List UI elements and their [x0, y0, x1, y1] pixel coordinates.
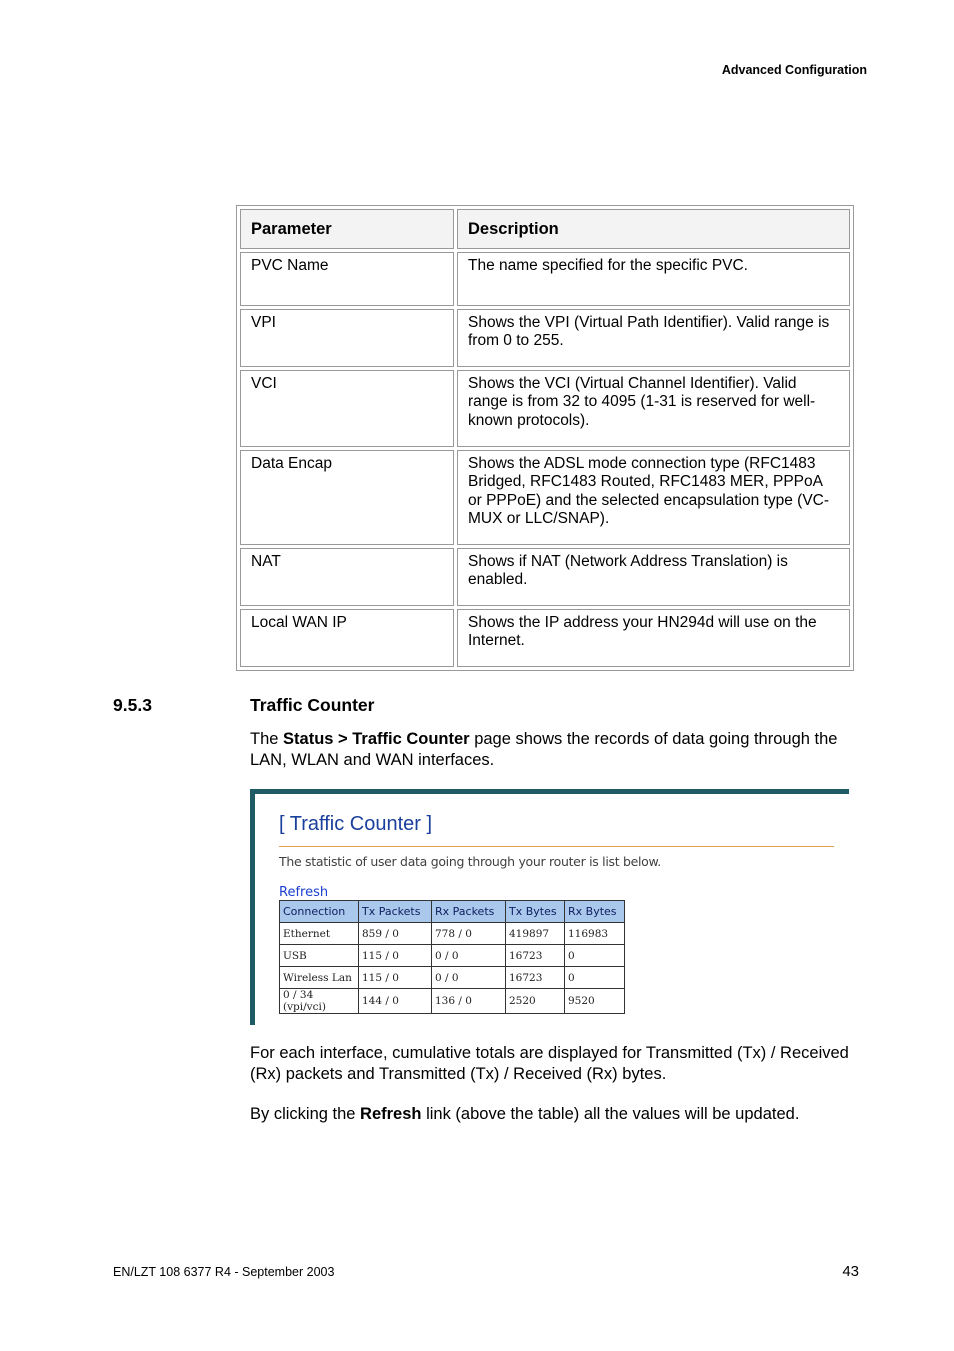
cell-rx-packets: 778 / 0 [432, 923, 506, 945]
panel-note: The statistic of user data going through your router is list below. [279, 854, 661, 869]
header-description: Description [457, 209, 850, 249]
param-name: VPI [240, 309, 454, 367]
section-number: 9.5.3 [113, 695, 152, 715]
table-row [280, 967, 625, 989]
cell-tx-bytes: 16723 [506, 967, 565, 989]
refresh-paragraph [250, 1104, 870, 1125]
cell-rx-bytes: 116983 [565, 923, 625, 945]
totals-paragraph: For each interface, cumulative totals are displayed for Transmitted (Tx) / Received (Rx) packets and Transmitted (Tx) / Received (Rx) bytes. [250, 1044, 849, 1083]
refresh-text-pre: By clicking the [250, 1105, 361, 1123]
table-row [280, 923, 625, 945]
table-row [240, 548, 850, 606]
panel-title: [ Traffic Counter ] [279, 813, 433, 835]
param-name: Local WAN IP [240, 609, 454, 667]
table-row [240, 609, 850, 667]
col-connection: Connection [280, 901, 359, 923]
intro-text-post: page shows the records of data going through the LAN, WLAN and WAN interfaces. [250, 730, 838, 769]
refresh-link[interactable]: Refresh [279, 885, 329, 900]
cell-rx-packets: 136 / 0 [432, 989, 506, 1014]
cell-rx-packets: 0 / 0 [432, 967, 506, 989]
traffic-counter-screenshot [250, 789, 849, 1025]
param-description: Shows the ADSL mode connection type (RFC1483 Bridged, RFC1483 Routed, RFC1483 MER, PPPoA or PPPoE) and the selected encapsulation type (VC-MUX or LLC/SNAP). [457, 450, 850, 545]
param-description: Shows the VPI (Virtual Path Identifier). Valid range is from 0 to 255. [457, 309, 850, 367]
param-description: Shows the VCI (Virtual Channel Identifier). Valid range is from 32 to 4095 (1-31 is reserved for well-known protocols). [457, 370, 850, 447]
header-parameter: Parameter [240, 209, 454, 249]
cell-tx-packets: 115 / 0 [359, 967, 432, 989]
cell-rx-packets: 0 / 0 [432, 945, 506, 967]
table-row [280, 989, 625, 1014]
param-description: Shows the IP address your HN294d will use on the Internet. [457, 609, 850, 667]
col-rx-bytes: Rx Bytes [565, 901, 625, 923]
parameter-table [236, 205, 854, 671]
param-name: PVC Name [240, 252, 454, 306]
col-tx-packets: Tx Packets [359, 901, 432, 923]
cell-tx-packets: 144 / 0 [359, 989, 432, 1014]
panel-divider [279, 846, 834, 847]
cell-tx-bytes: 2520 [506, 989, 565, 1014]
running-header: Advanced Configuration [721, 63, 867, 77]
param-description: The name specified for the specific PVC. [457, 252, 850, 306]
cell-connection: Ethernet [280, 923, 359, 945]
intro-paragraph [250, 729, 850, 771]
table-row [280, 945, 625, 967]
refresh-text-bold: Refresh [360, 1105, 422, 1123]
cell-connection: 0 / 34 (vpi/vci) [280, 989, 359, 1014]
table-row [240, 309, 850, 367]
param-name: NAT [240, 548, 454, 606]
cell-tx-packets: 859 / 0 [359, 923, 432, 945]
document-id: EN/LZT 108 6377 R4 - September 2003 [113, 1265, 335, 1279]
cell-rx-bytes: 0 [565, 967, 625, 989]
refresh-text-post: link (above the table) all the values will be updated. [421, 1105, 800, 1123]
col-rx-packets: Rx Packets [432, 901, 506, 923]
col-tx-bytes: Tx Bytes [506, 901, 565, 923]
cell-connection: Wireless Lan [280, 967, 359, 989]
cell-tx-bytes: 16723 [506, 945, 565, 967]
cell-connection: USB [280, 945, 359, 967]
intro-text-bold: Status > Traffic Counter [283, 730, 470, 748]
section-title: Traffic Counter [250, 695, 375, 715]
param-description: Shows if NAT (Network Address Translation) is enabled. [457, 548, 850, 606]
traffic-table [279, 900, 625, 1014]
table-row [240, 252, 850, 306]
cell-tx-packets: 115 / 0 [359, 945, 432, 967]
param-name: Data Encap [240, 450, 454, 545]
intro-text-pre: The [250, 730, 284, 748]
table-row [240, 450, 850, 545]
table-row [240, 370, 850, 447]
cell-tx-bytes: 419897 [506, 923, 565, 945]
cell-rx-bytes: 9520 [565, 989, 625, 1014]
cell-rx-bytes: 0 [565, 945, 625, 967]
page-number: 43 [842, 1263, 859, 1280]
param-name: VCI [240, 370, 454, 447]
